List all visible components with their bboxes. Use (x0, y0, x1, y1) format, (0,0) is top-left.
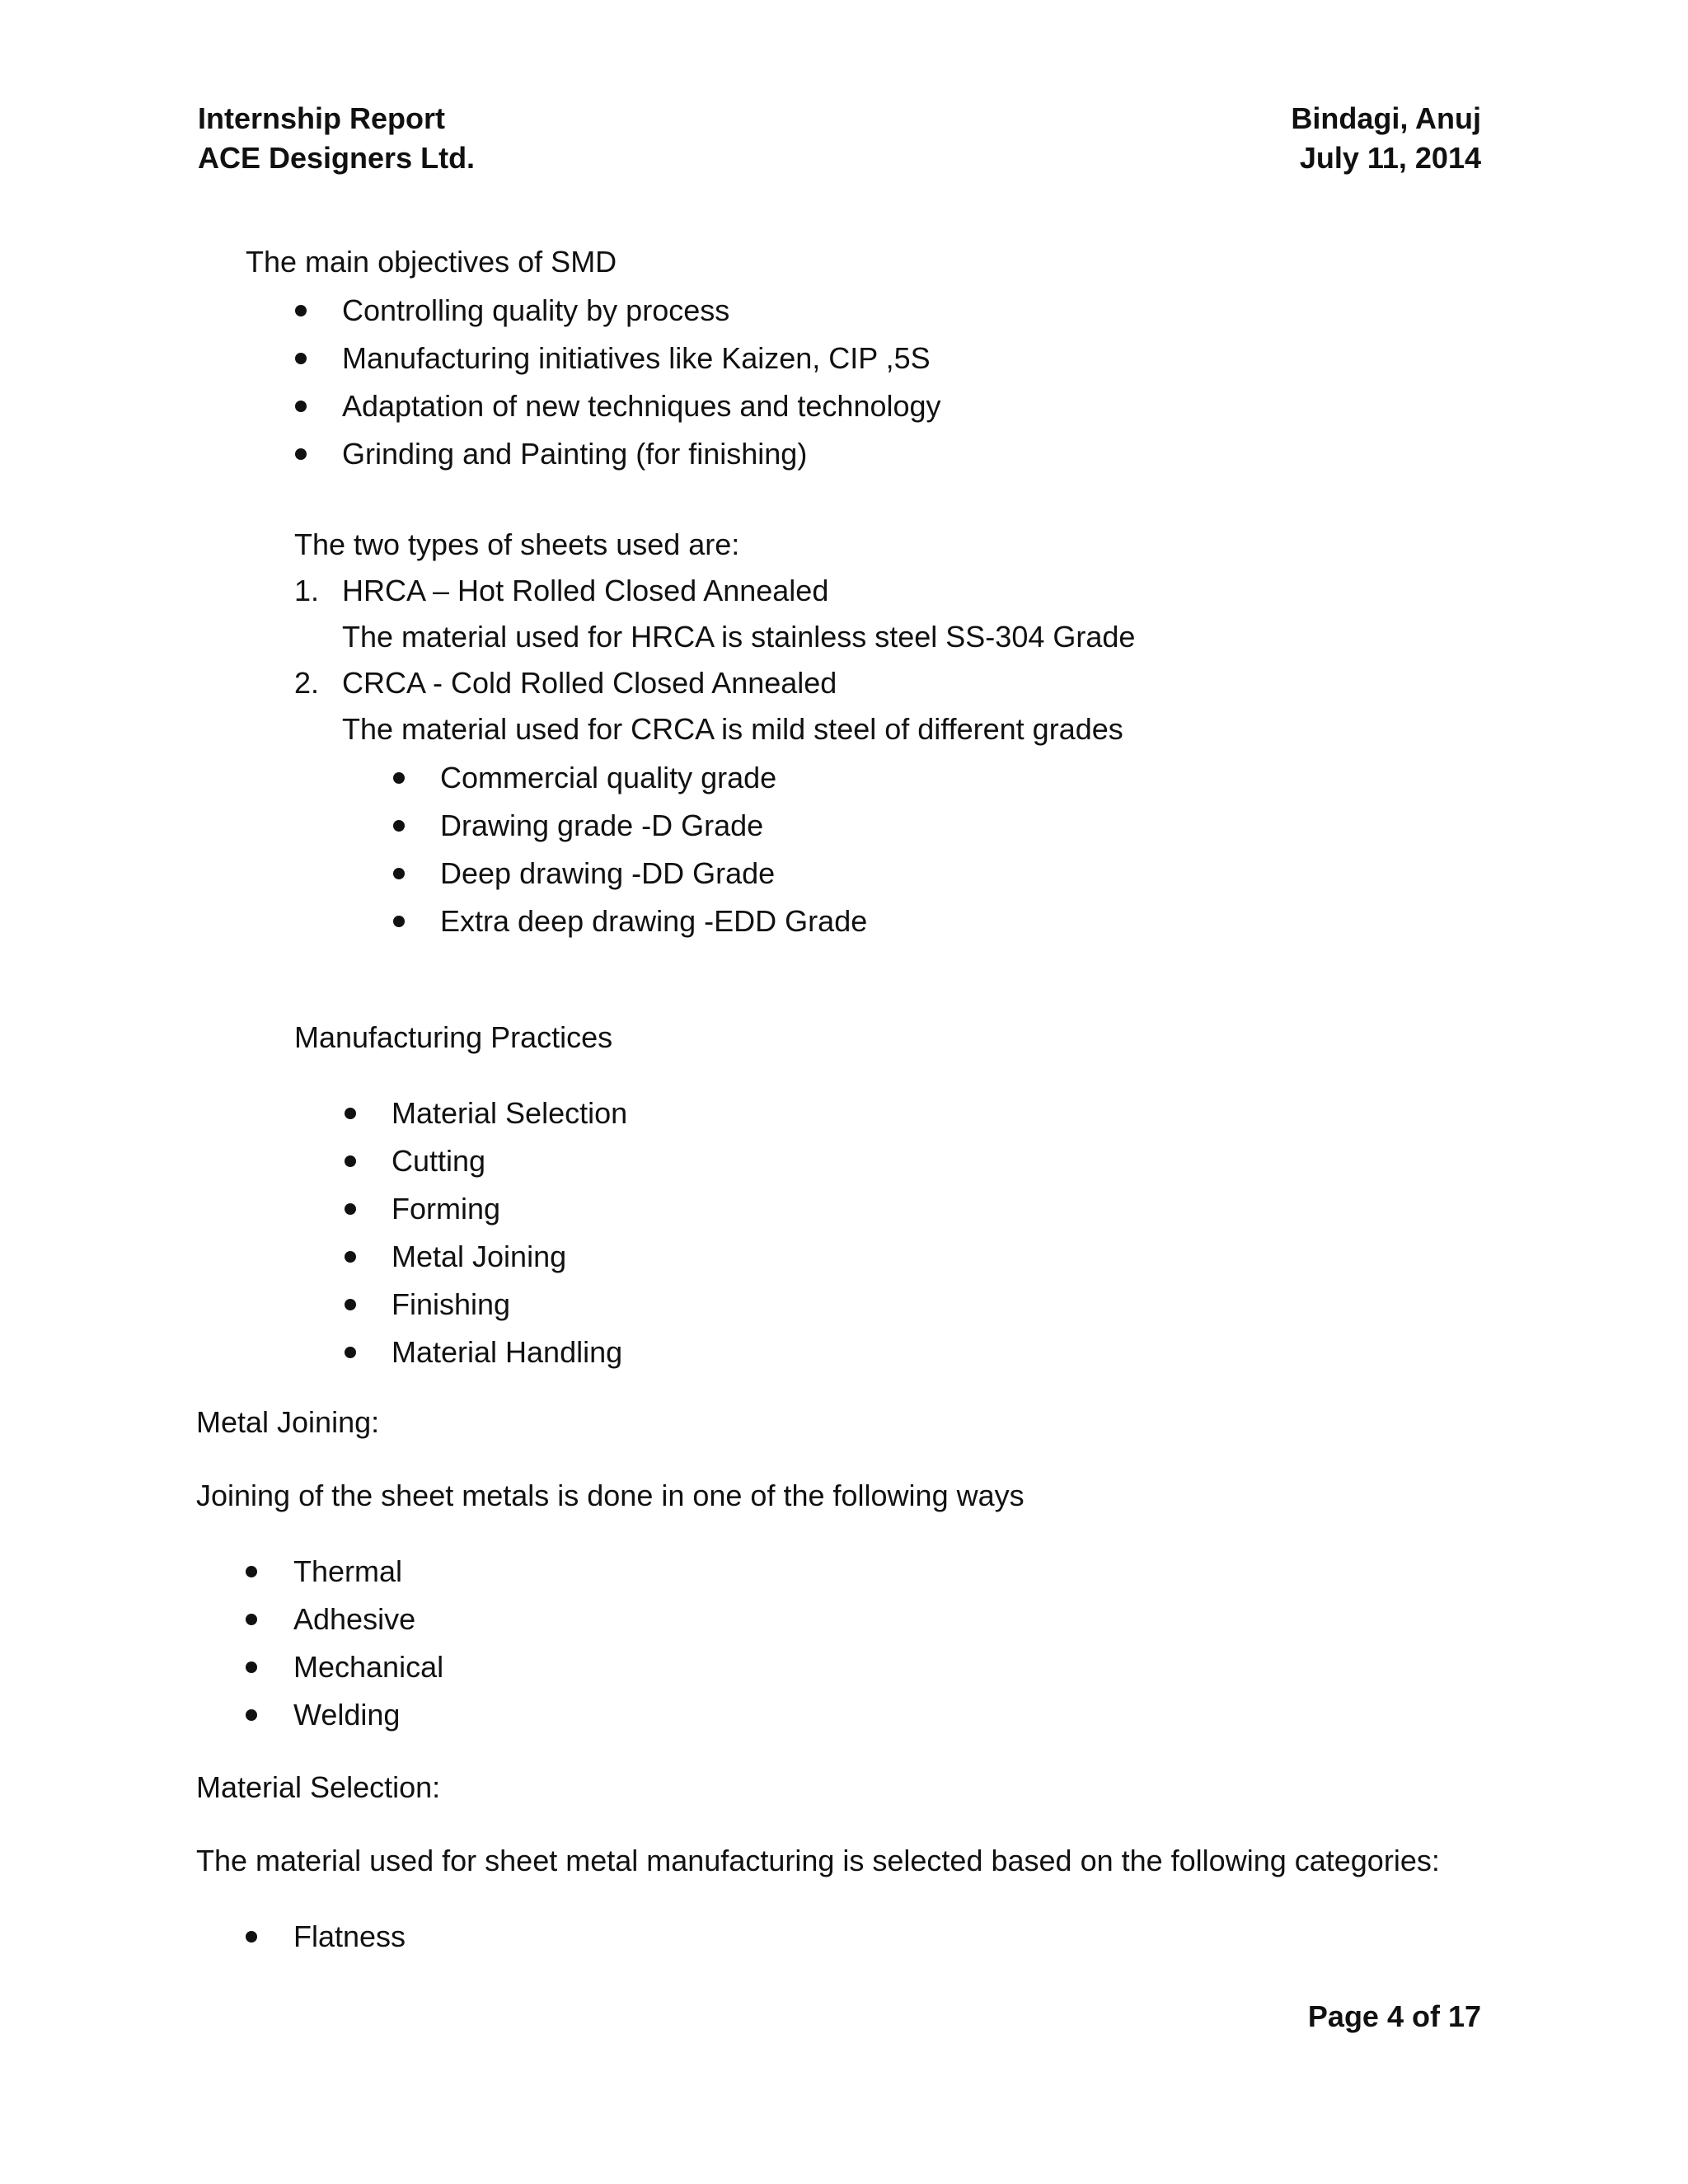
smd-objective: Manufacturing initiatives like Kaizen, CIP ,5S (342, 341, 931, 375)
practice-item: Finishing (392, 1287, 511, 1321)
bullet-icon (295, 401, 307, 412)
practice-item: Material Selection (392, 1096, 628, 1130)
practices-title: Manufacturing Practices (294, 1020, 613, 1054)
list-number: 1. (294, 574, 320, 607)
bullet-icon (345, 1108, 356, 1119)
material-selection-intro: The material used for sheet metal manufacturing is selected based on the following categories: (196, 1844, 1440, 1877)
selection-category: Flatness (293, 1919, 406, 1953)
crca-grade: Deep drawing -DD Grade (440, 856, 776, 890)
crca-grade: Drawing grade -D Grade (440, 808, 764, 842)
practice-item: Forming (392, 1192, 501, 1226)
sheet-type-description: The material used for CRCA is mild steel of different grades (342, 712, 1123, 746)
joining-method: Thermal (293, 1554, 403, 1588)
bullet-icon (345, 1299, 356, 1310)
crca-grade: Commercial quality grade (440, 761, 777, 794)
bullet-icon (246, 1614, 257, 1625)
bullet-icon (345, 1155, 356, 1167)
header-left (198, 99, 475, 178)
bullet-icon (345, 1251, 356, 1263)
bullet-icon (345, 1203, 356, 1215)
header-right (1291, 99, 1481, 178)
bullet-icon (246, 1566, 257, 1577)
bullet-icon (295, 305, 307, 316)
bullet-icon (393, 820, 405, 832)
joining-method: Welding (293, 1698, 401, 1732)
sheet-type-description: The material used for HRCA is stainless steel SS-304 Grade (342, 620, 1136, 654)
bullet-icon (345, 1347, 356, 1358)
company-name: ACE Designers Ltd. (198, 141, 476, 175)
metal-joining-heading: Metal Joining: (196, 1405, 380, 1439)
practice-item: Metal Joining (392, 1240, 567, 1273)
metal-joining-intro: Joining of the sheet metals is done in one of the following ways (196, 1479, 1025, 1512)
smd-objective: Grinding and Painting (for finishing) (342, 437, 808, 471)
bullet-icon (246, 1661, 257, 1673)
bullet-icon (295, 448, 307, 460)
report-title: Internship Report (198, 101, 446, 135)
sheets-intro: The two types of sheets used are: (294, 527, 740, 561)
sheet-type-title: CRCA - Cold Rolled Closed Annealed (342, 666, 837, 700)
author-name: Bindagi, Anuj (1291, 101, 1481, 135)
joining-method: Adhesive (293, 1602, 416, 1636)
crca-grade: Extra deep drawing -EDD Grade (440, 904, 868, 938)
page-number: Page 4 of 17 (1307, 1999, 1481, 2033)
joining-method: Mechanical (293, 1650, 444, 1684)
report-date: July 11, 2014 (1299, 141, 1481, 175)
smd-objective: Adaptation of new techniques and technology (342, 389, 941, 423)
smd-intro: The main objectives of SMD (246, 245, 617, 279)
bullet-icon (393, 772, 405, 784)
practice-item: Cutting (392, 1144, 486, 1178)
material-selection-heading: Material Selection: (196, 1770, 441, 1804)
smd-objective: Controlling quality by process (342, 293, 730, 327)
bullet-icon (295, 353, 307, 364)
sheet-type-title: HRCA – Hot Rolled Closed Annealed (342, 574, 829, 607)
bullet-icon (393, 868, 405, 879)
bullet-icon (246, 1709, 257, 1721)
list-number: 2. (294, 666, 320, 700)
practice-item: Material Handling (392, 1335, 623, 1369)
bullet-icon (393, 916, 405, 927)
bullet-icon (246, 1931, 257, 1943)
